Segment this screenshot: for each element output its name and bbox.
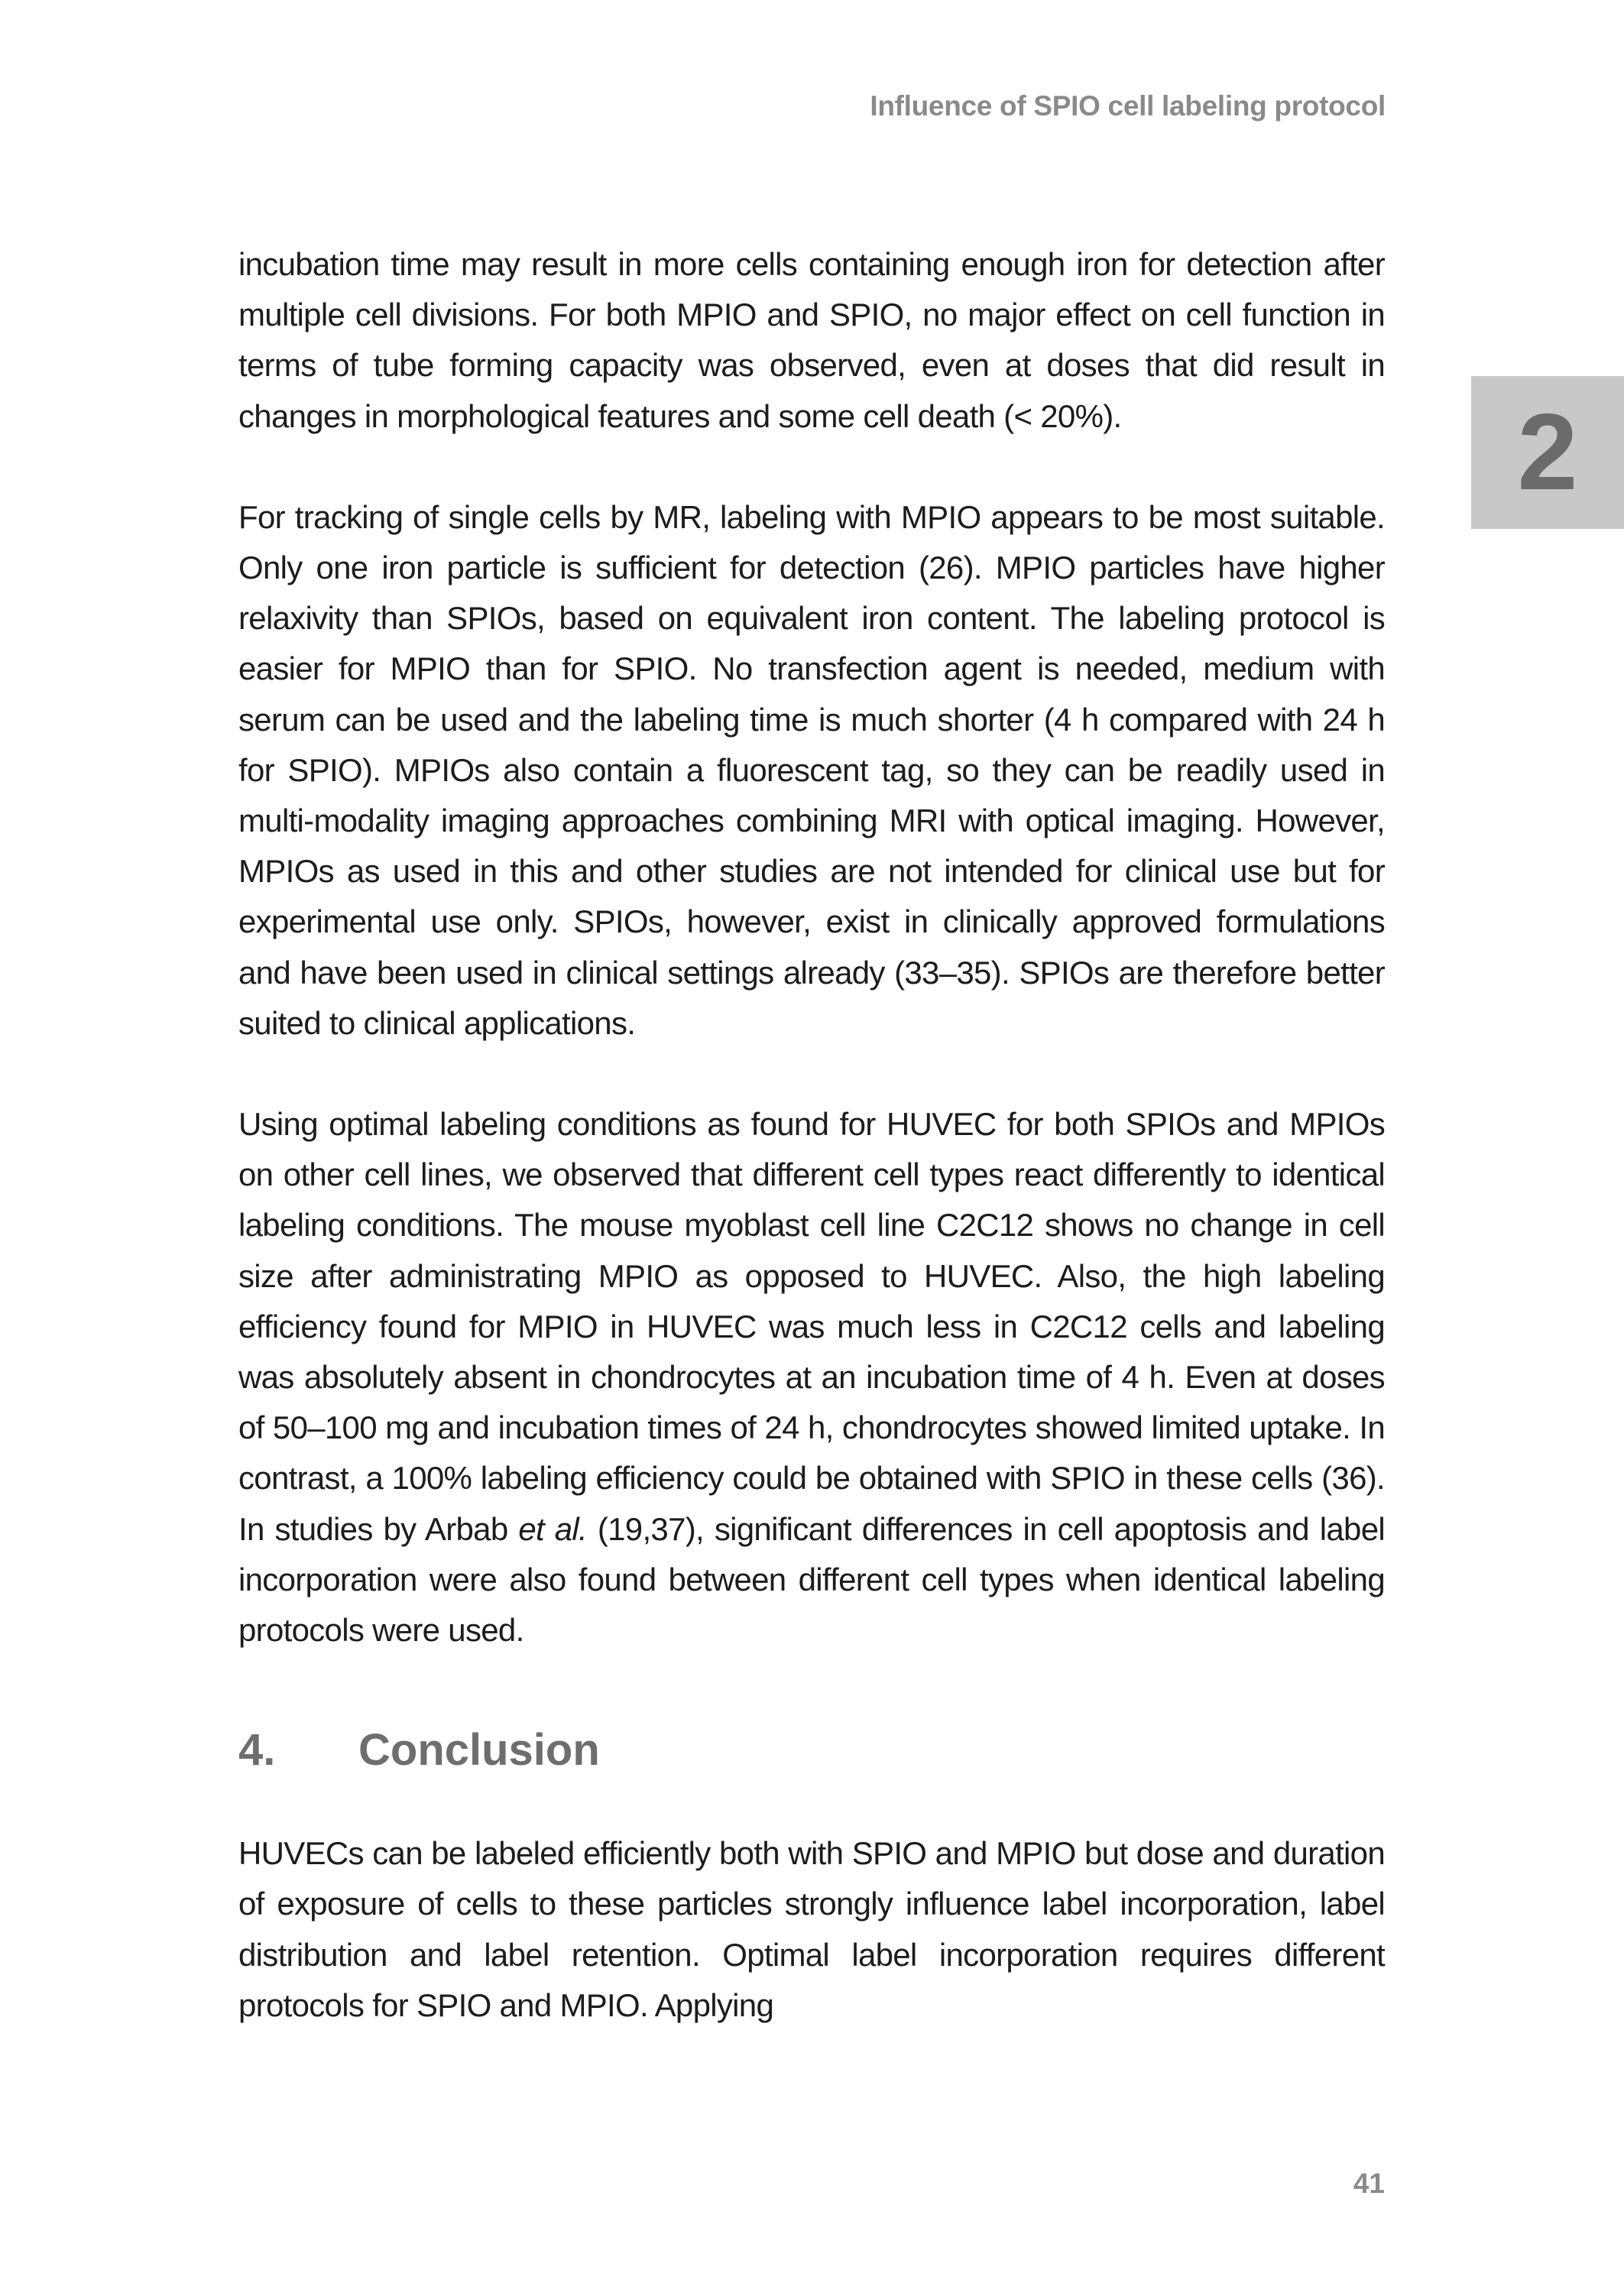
paragraph-italic-text: et al. [518,1510,588,1547]
body-text [238,239,1385,2081]
chapter-number: 2 [1517,391,1578,513]
section-heading [238,1720,1385,1781]
chapter-tab [1471,376,1624,529]
paragraph: For tracking of single cells by MR, labeling with MPIO appears to be most suitable. Only one iron particle is sufficient for detection (26). MPIO particles have higher relaxivity than SPIOs, based on equivalent iron content. The labeling protocol is easier for MPIO than for SPIO. No transfection agent is needed, medium with serum can be used and the labeling time is much shorter (4 h compared with 24 h for SPIO). MPIOs also contain a fluorescent tag, so they can be readily used in multi-modality imaging approaches combining MRI with optical imaging. However, MPIOs as used in this and other studies are not intended for clinical use but for experimental use only. SPIOs, however, exist in clinically approved formulations and have been used in clinical settings already (33–35). SPIOs are therefore better suited to clinical applications. [238,498,1385,1041]
page-number: 41 [1353,2168,1385,2199]
paragraph-text: (19,37), significant differences in cell apoptosis and label incorporation were also found between different cell types when identical labeling protocols were used. [238,1510,1386,1649]
section-number: 4. [238,1725,276,1776]
paragraph [238,1099,1385,1656]
paragraph: incubation time may result in more cells containing enough iron for detection after multiple cell divisions. For both MPIO and SPIO, no major effect on cell function in terms of tube forming capacity was observed, even at doses that did result in changes in morphological features and some cell death (< 20%). [238,246,1385,434]
running-header: Influence of SPIO cell labeling protocol [870,90,1386,122]
section-title: Conclusion [358,1725,600,1776]
paragraph: HUVECs can be labeled efficiently both with SPIO and MPIO but dose and duration of exposure of cells to these particles strongly influence label incorporation, label distribution and label retention. Optimal label incorporation requires different protocols for SPIO and MPIO. Applying [238,1835,1385,2023]
paragraph-text: Using optimal labeling conditions as found for HUVEC for both SPIOs and MPIOs on other cell lines, we observed that different cell types react differently to identical labeling conditions. The mouse myoblast cell line C2C12 shows no change in cell size after administrating MPIO as opposed to HUVEC. Also, the high labeling efficiency found for MPIO in HUVEC was much less in C2C12 cells and labeling was absolutely absent in chondrocytes at an incubation time of 4 h. Even at doses of 50–100 mg and incubation times of 24 h, chondrocytes showed limited uptake. In contrast, a 100% labeling efficiency could be obtained with SPIO in these cells (36). In studies by Arbab [238,1106,1385,1547]
